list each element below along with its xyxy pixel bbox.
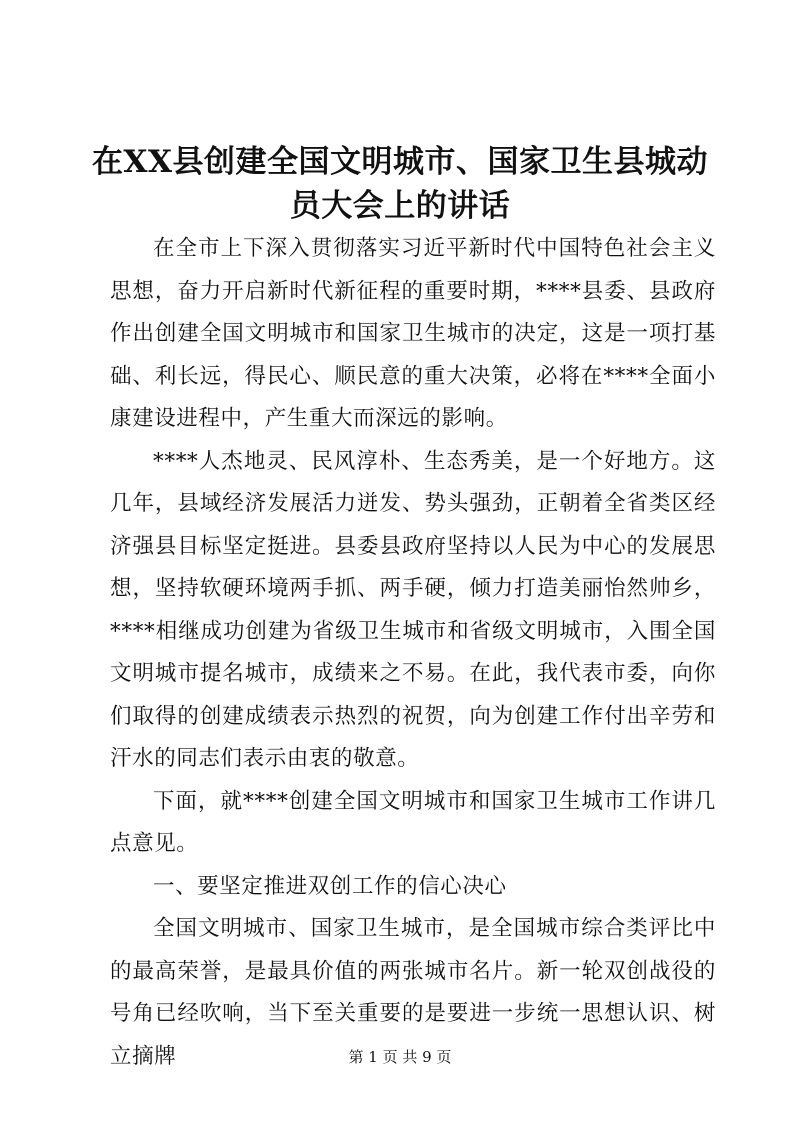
title-line-1: 在XX县创建全国文明城市、国家卫生县城动 <box>91 144 709 180</box>
title-line-2: 员大会上的讲话 <box>289 188 511 224</box>
document-body <box>110 228 716 1078</box>
section-heading-1: 一、要坚定推进双创工作的信心决心 <box>153 873 507 899</box>
page-footer: 第 1 页 共 9 页 <box>348 1048 452 1066</box>
paragraph-transition: 下面，就****创建全国文明城市和国家卫生城市工作讲几点意见。 <box>110 788 716 856</box>
paragraph-achievements: ****人杰地灵、民风淳朴、生态秀美，是一个好地方。这几年，县域经济发展活力迸发、势头强劲，正朝着全省类区经济强县目标坚定挺进。县委县政府坚持以人民为中心的发展思想，坚持软硬环境两手抓、两手硬，倾力打造美丽怡然帅乡，****相继成功创建为省级卫生城市和省级文明城市，入围全国文明城市提名城市，成绩来之不易。在此，我代表市委，向你们取得的创建成绩表示热烈的祝贺，向为创建工作付出辛劳和汗水的同志们表示由衷的敬意。 <box>110 448 716 771</box>
paragraph-section-1: 全国文明城市、国家卫生城市，是全国城市综合类评比中的最高荣誉，是最具价值的两张城市名片。新一轮双创战役的号角已经吹响，当下至关重要的是要进一步统一思想认识、树立摘牌 <box>110 916 716 1069</box>
paragraph-intro: 在全市上下深入贯彻落实习近平新时代中国特色社会主义思想，奋力开启新时代新征程的重要时期，****县委、县政府作出创建全国文明城市和国家卫生城市的决定，这是一项打基础、利长远，得民心、顺民意的重大决策，必将在****全面小康建设进程中，产生重大而深远的影响。 <box>110 236 716 431</box>
document-title <box>80 140 720 228</box>
